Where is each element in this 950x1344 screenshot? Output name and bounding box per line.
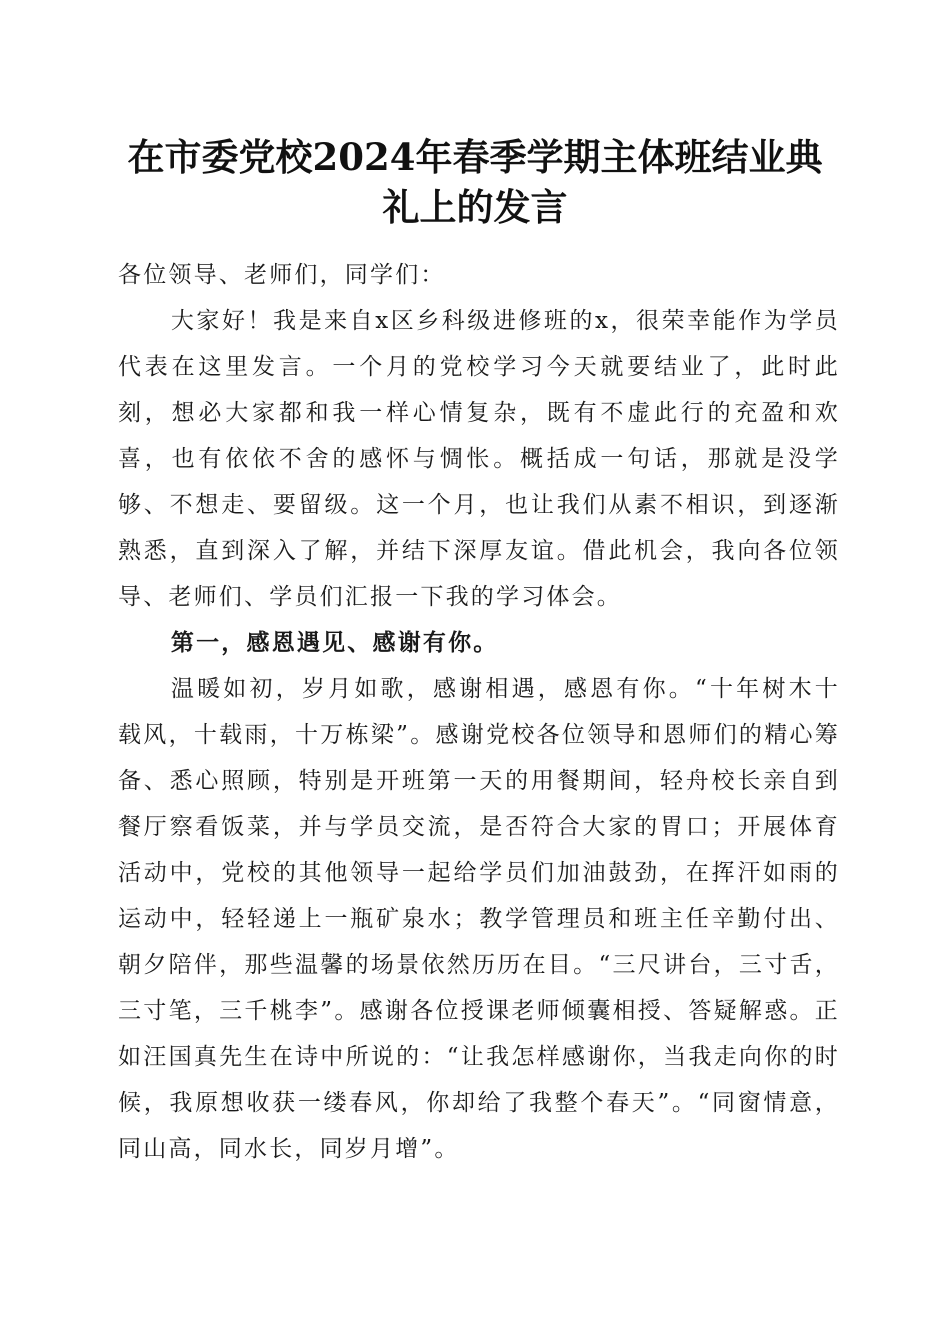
paragraph-gratitude: 温暖如初，岁月如歌，感谢相遇，感恩有你。“十年树木十载风，十载雨，十万栋梁”。感谢党校各位领导和恩师们的精心筹备、悉心照顾，特别是开班第一天的用餐期间，轻舟校长亲自到餐厅察看饭菜，并与学员交流，是否符合大家的胃口；开展体育活动中，党校的其他领导一起给学员们加油鼓劲，在挥汗如雨的运动中，轻轻递上一瓶矿泉水；教学管理员和班主任辛勤付出、朝夕陪伴，那些温馨的场景依然历历在目。“三尺讲台，三寸舌，三寸笔，三千桃李”。感谢各位授课老师倾囊相授、答疑解惑。正如汪国真先生在诗中所说的：“让我怎样感谢你，当我走向你的时候，我原想收获一缕春风，你却给了我整个春天”。“同窗情意，同山高，同水长，同岁月增”。 <box>118 676 840 1162</box>
section-heading-1: 第一，感恩遇见、感谢有你。 <box>170 629 499 656</box>
document-title: 在市委党校2024年春季学期主体班结业典礼上的发言 <box>127 135 823 229</box>
document-body <box>118 252 840 1172</box>
paragraph-intro: 大家好！我是来自x区乡科级进修班的x，很荣幸能作为学员代表在这里发言。一个月的党校学习今天就要结业了，此时此刻，想必大家都和我一样心情复杂，既有不虚此行的充盈和欢喜，也有依依不舍的感怀与惆怅。概括成一句话，那就是没学够、不想走、要留级。这一个月，也让我们从素不相识，到逐渐熟悉，直到深入了解，并结下深厚友谊。借此机会，我向各位领导、老师们、学员们汇报一下我的学习体会。 <box>118 308 840 610</box>
salutation: 各位领导、老师们，同学们： <box>118 262 446 288</box>
